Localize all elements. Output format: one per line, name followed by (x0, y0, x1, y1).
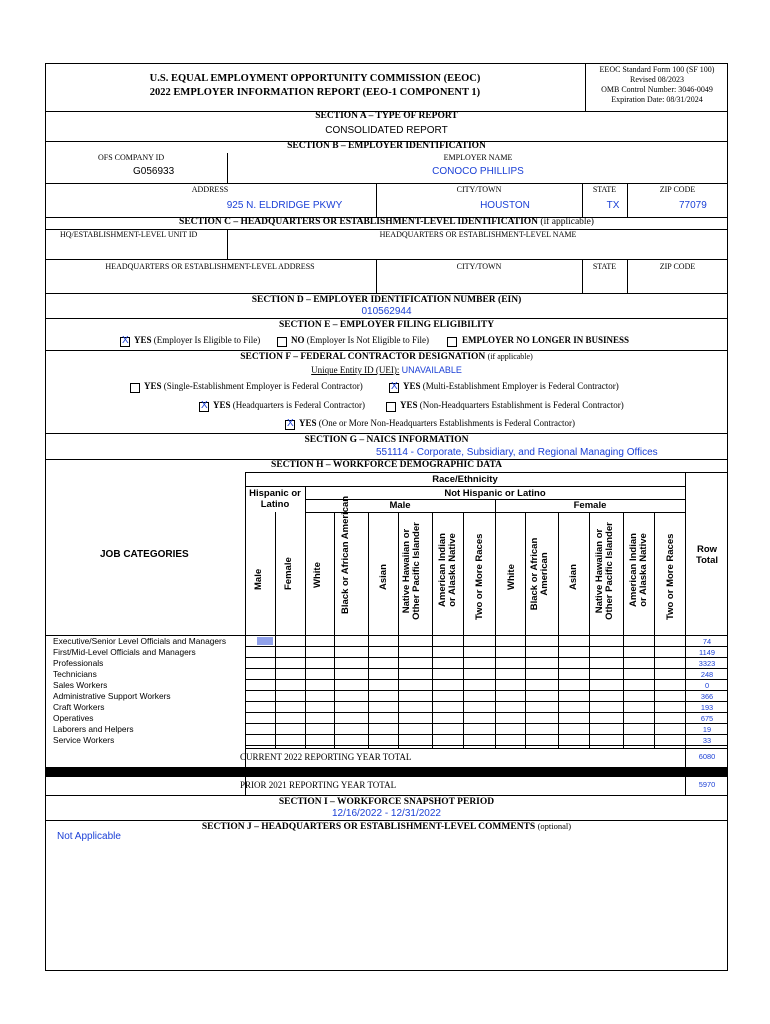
section-a-title: SECTION A – TYPE OF REPORT (315, 111, 458, 121)
section-h-title: SECTION H – WORKFORCE DEMOGRAPHIC DATA (271, 460, 502, 470)
city-label: CITY/TOWN (456, 185, 502, 194)
form-title (45, 72, 585, 100)
prior-total-label: PRIOR 2021 REPORTING YEAR TOTAL (240, 780, 397, 790)
hq-zip-label: ZIP CODE (659, 262, 696, 271)
no-longer-in-business-checkbox[interactable] (447, 337, 457, 347)
job-category: Operatives (53, 713, 94, 723)
form-info-line: OMB Control Number: 3046-0049 (601, 85, 713, 94)
row-total: 193 (700, 703, 714, 712)
job-category: Professionals (53, 658, 104, 668)
no-longer-in-business-label: EMPLOYER NO LONGER IN BUSINESS (462, 335, 630, 345)
form-info-line: Expiration Date: 08/31/2024 (611, 95, 703, 104)
section-c-title-suffix: (if applicable) (540, 217, 594, 227)
comments-value: Not Applicable (57, 831, 121, 842)
form-info (586, 65, 728, 105)
fc-multi-establishment-label: YES (Multi-Establishment Employer is Federal Contractor) (403, 381, 619, 391)
not-hispanic-header: Not Hispanic or Latino (444, 488, 546, 499)
row-total-header: Row Total (696, 544, 718, 566)
col-male-black: Black or African American (340, 495, 351, 614)
section-j-title: SECTION J – HEADQUARTERS OR ESTABLISHMENT-LEVEL COMMENTS (optional) (201, 821, 572, 832)
state-value: TX (606, 200, 620, 211)
fc-headquarters-label: YES (Headquarters is Federal Contractor) (213, 400, 365, 410)
eligible-no-checkbox[interactable] (277, 337, 287, 347)
hq-address-label: HEADQUARTERS OR ESTABLISHMENT-LEVEL ADDRESS (105, 262, 315, 271)
fc-single-establishment-label: YES (Single-Establishment Employer is Federal Contractor) (144, 381, 363, 391)
job-category: Craft Workers (53, 702, 105, 712)
section-i-title: SECTION I – WORKFORCE SNAPSHOT PERIOD (278, 797, 495, 807)
job-category: First/Mid-Level Officials and Managers (53, 647, 196, 657)
table-row-line (245, 668, 728, 669)
eligible-yes-checkbox[interactable] (120, 337, 130, 347)
fc-single-establishment-checkbox[interactable] (130, 383, 140, 393)
uei-value: UNAVAILABLE (401, 365, 462, 375)
race-ethnicity-header: Race/Ethnicity (432, 474, 498, 485)
table-row-line (245, 712, 728, 713)
col-female-nhopi: Native Hawaiian or Other Pacific Islander (594, 522, 615, 620)
hq-state-label: STATE (592, 262, 617, 271)
col-female-asian: Asian (568, 564, 579, 590)
row-total: 3323 (698, 659, 716, 668)
row-total: 366 (700, 692, 714, 701)
eligible-no-label: NO (Employer Is Not Eligible to File) (291, 335, 429, 345)
hq-unit-id-label: HQ/ESTABLISHMENT-LEVEL UNIT ID (60, 230, 198, 239)
zip-value: 77079 (679, 200, 707, 211)
col-male-two: Two or More Races (474, 533, 485, 620)
section-g-title: SECTION G – NAICS INFORMATION (304, 435, 469, 445)
employer-name-label: EMPLOYER NAME (443, 153, 513, 162)
ofs-company-id-label: OFS COMPANY ID (98, 153, 165, 162)
ein-value: 010562944 (361, 306, 412, 317)
job-category: Service Workers (53, 735, 115, 745)
naics-value: 551114 - Corporate, Subsidiary, and Regional Managing Offices (376, 447, 658, 458)
prior-total-value: 5970 (698, 780, 716, 789)
row-total: 19 (702, 725, 712, 734)
table-row-line (245, 701, 728, 702)
title-line-2: 2022 EMPLOYER INFORMATION REPORT (EEO-1 COMPONENT 1) (149, 87, 481, 98)
female-group-header: Female (573, 500, 607, 511)
eligible-yes-label: YES (Employer Is Eligible to File) (134, 335, 261, 345)
hispanic-header: Hispanic or Latino (249, 488, 301, 510)
overflow-text-marker (257, 637, 273, 645)
row-total: 1149 (699, 648, 715, 657)
col-hisp-female: Female (283, 557, 294, 590)
col-male-nhopi: Native Hawaiian or Other Pacific Islander (401, 522, 422, 620)
table-row-line (245, 679, 728, 680)
fc-non-hq-establishment-checkbox[interactable] (386, 402, 396, 412)
job-category: Laborers and Helpers (53, 724, 134, 734)
zip-label: ZIP CODE (659, 185, 696, 194)
ofs-company-id-value: G056933 (133, 166, 175, 177)
address-value: 925 N. ELDRIDGE PKWY (226, 200, 343, 211)
section-d-title: SECTION D – EMPLOYER IDENTIFICATION NUMBER (EIN) (251, 295, 522, 305)
col-male-aian: American Indian or Alaska Native (437, 533, 458, 607)
report-type-value: CONSOLIDATED REPORT (325, 125, 448, 136)
job-category: Executive/Senior Level Officials and Managers (53, 636, 227, 646)
hq-name-label: HEADQUARTERS OR ESTABLISHMENT-LEVEL NAME (379, 230, 577, 239)
fc-one-or-more-non-hq-label: YES (One or More Non-Headquarters Establishments is Federal Contractor) (299, 418, 575, 428)
table-row-line (245, 690, 728, 691)
employer-name-value: CONOCO PHILLIPS (432, 166, 524, 177)
hq-city-label: CITY/TOWN (456, 262, 502, 271)
col-male-asian: Asian (378, 564, 389, 590)
city-value: HOUSTON (480, 200, 530, 211)
section-c-title (45, 217, 728, 227)
black-divider-bar (45, 767, 728, 777)
table-row-line (245, 657, 728, 658)
col-hisp-male: Male (253, 568, 264, 590)
fc-headquarters-checkbox[interactable] (199, 402, 209, 412)
table-row-line (245, 734, 728, 735)
state-label: STATE (592, 185, 617, 194)
row-total: 74 (702, 637, 712, 646)
title-line-1: U.S. EQUAL EMPLOYMENT OPPORTUNITY COMMISSION (EEOC) (149, 73, 481, 84)
job-categories-list (53, 636, 226, 746)
snapshot-period-value: 12/16/2022 - 12/31/2022 (332, 808, 441, 819)
row-total: 248 (700, 670, 714, 679)
section-b-title: SECTION B – EMPLOYER IDENTIFICATION (287, 141, 486, 151)
section-f-title: SECTION F – FEDERAL CONTRACTOR DESIGNATION (if applicable) (240, 352, 533, 362)
table-row-line (245, 723, 728, 724)
fc-non-hq-establishment-label: YES (Non-Headquarters Establishment is Federal Contractor) (400, 400, 624, 410)
current-total-value: 6080 (698, 752, 716, 761)
job-category: Technicians (53, 669, 97, 679)
address-label: ADDRESS (191, 185, 229, 194)
row-total: 675 (700, 714, 714, 723)
section-e-title: SECTION E – EMPLOYER FILING ELIGIBILITY (278, 320, 495, 330)
section-c-title-text: SECTION C – HEADQUARTERS OR ESTABLISHMENT-LEVEL IDENTIFICATION (179, 217, 539, 227)
col-female-two: Two or More Races (665, 533, 676, 620)
form-info-line: EEOC Standard Form 100 (SF 100) (599, 65, 715, 74)
job-categories-header: JOB CATEGORIES (100, 549, 189, 560)
form-info-line: Revised 08/2023 (630, 75, 684, 84)
table-total-line (245, 748, 728, 749)
col-female-white: White (506, 564, 517, 590)
col-male-white: White (312, 562, 323, 588)
job-category: Sales Workers (53, 680, 108, 690)
row-totals-list (686, 636, 728, 746)
col-female-black: Black or African American (529, 537, 550, 611)
table-row-line (245, 646, 728, 647)
table-row-line (245, 745, 728, 746)
male-group-header: Male (389, 500, 411, 511)
col-female-aian: American Indian or Alaska Native (628, 533, 649, 607)
row-total: 0 (704, 681, 710, 690)
current-total-label: CURRENT 2022 REPORTING YEAR TOTAL (240, 752, 412, 762)
row-total: 33 (702, 736, 712, 745)
fc-multi-establishment-checkbox[interactable] (389, 383, 399, 393)
fc-one-or-more-non-hq-checkbox[interactable] (285, 420, 295, 430)
job-category: Administrative Support Workers (53, 691, 171, 701)
uei-label: Unique Entity ID (UEI): (311, 365, 400, 375)
uei-row (45, 365, 728, 375)
